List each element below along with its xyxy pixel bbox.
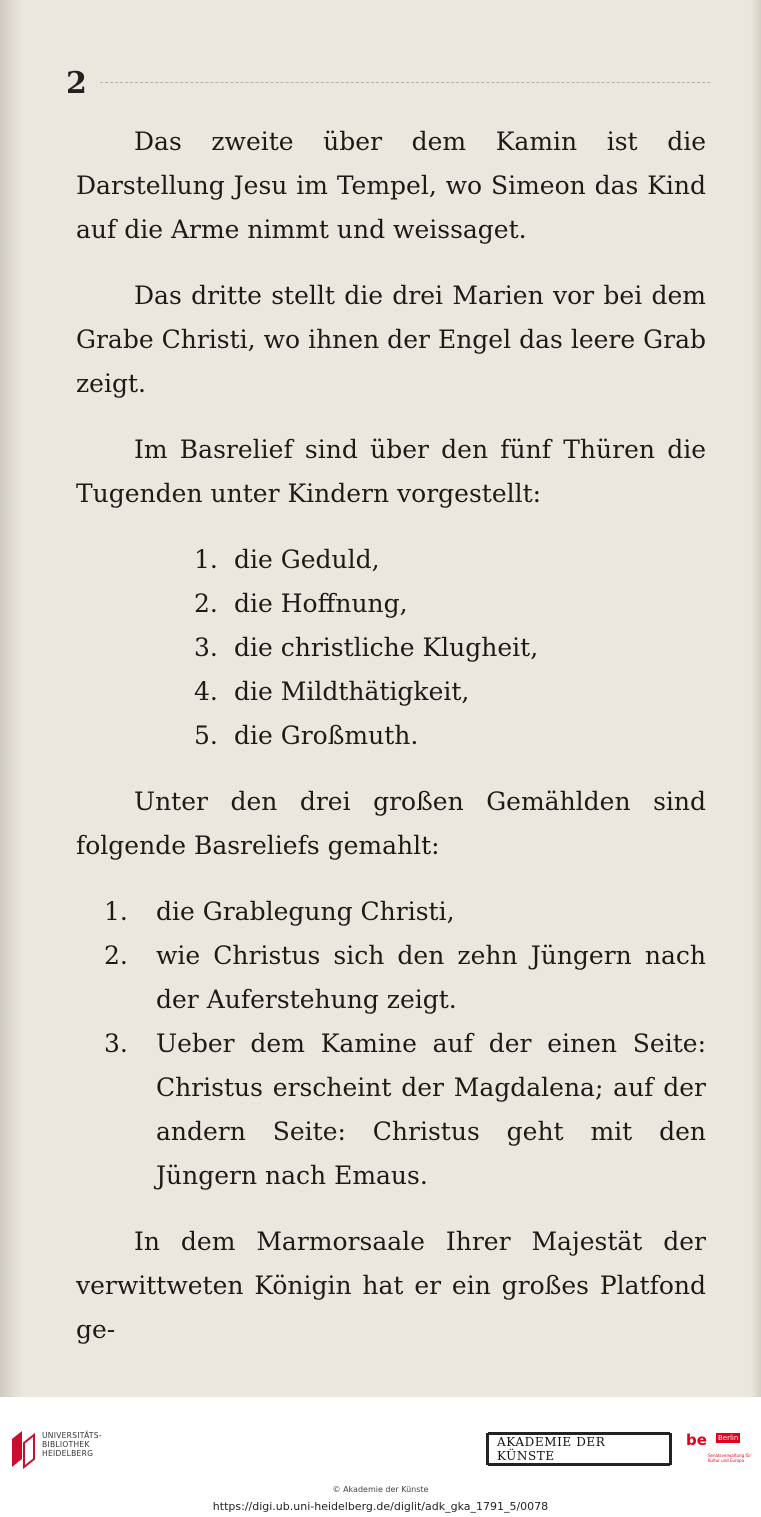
- list-item: [194, 626, 706, 670]
- list-item: [76, 934, 706, 1022]
- list-item-text: Ueber dem Kamine auf der einen Seite: Christus erscheint der Magdalena; auf der andern Seite: Christus geht mit den Jüngern nach Emaus.: [156, 1029, 706, 1190]
- berlin-department: Senatsverwaltung für Kultur und Europa: [708, 1453, 751, 1463]
- permalink-url[interactable]: https://digi.ub.uni-heidelberg.de/diglit/adk_gka_1791_5/0078: [212, 1500, 549, 1513]
- page-gutter-shadow: [0, 0, 24, 1397]
- berlin-logo[interactable]: [686, 1431, 752, 1471]
- list-item: [194, 670, 706, 714]
- list-item-number: 3.: [194, 633, 218, 662]
- list-item-number: 4.: [194, 677, 218, 706]
- list-item: [194, 538, 706, 582]
- university-library-logo-icon[interactable]: [10, 1429, 36, 1469]
- viewer-footer: [0, 1397, 761, 1517]
- list-item-number: 5.: [194, 721, 218, 750]
- paragraph-basrelief: Im Basrelief sind über den fünf Thüren die Tugenden unter Kindern vorgestellt:: [76, 435, 706, 508]
- list-item-text: die Geduld,: [234, 545, 380, 574]
- page-text: [76, 120, 706, 1374]
- list-item-number: 1.: [194, 545, 218, 574]
- page-edge-shadow: [751, 0, 761, 1397]
- list-item: [76, 1022, 706, 1198]
- page-number: 2: [66, 66, 87, 101]
- list-item-number: 1.: [104, 897, 128, 926]
- virtues-list: [76, 538, 706, 758]
- copyright-notice: © Akademie der Künste: [332, 1485, 429, 1494]
- paragraph-marmorsaal: In dem Marmorsaale Ihrer Majestät der verwittweten Königin hat er ein großes Platfond ge-: [76, 1227, 706, 1344]
- list-item-text: die Hoffnung,: [234, 589, 408, 618]
- academy-name: AKADEMIE DER KÜNSTE: [488, 1432, 670, 1466]
- academy-logo[interactable]: [486, 1433, 672, 1465]
- paragraph-gemaehlde: Unter den drei großen Gemählden sind folgende Basreliefs gemahlt:: [76, 787, 706, 860]
- header-rule: [100, 82, 710, 83]
- berlin-be-mark: be: [686, 1431, 707, 1449]
- list-item-text: die Großmuth.: [234, 721, 419, 750]
- list-item-text: die christliche Klugheit,: [234, 633, 539, 662]
- list-item-text: wie Christus sich den zehn Jüngern nach der Auferstehung zeigt.: [156, 941, 706, 1014]
- university-library-name[interactable]: UNIVERSITÄTS- BIBLIOTHEK HEIDELBERG: [42, 1431, 102, 1458]
- list-item: [194, 714, 706, 758]
- list-item-number: 2.: [194, 589, 218, 618]
- paragraph-kamin: Das zweite über dem Kamin ist die Darstellung Jesu im Tempel, wo Simeon das Kind auf die Arme nimmt und weissaget.: [76, 127, 706, 244]
- list-item-text: die Mildthätigkeit,: [234, 677, 470, 706]
- list-item: [76, 890, 706, 934]
- list-item-number: 2.: [104, 941, 128, 970]
- berlin-wordmark: Berlin: [718, 1434, 739, 1442]
- list-item-text: die Grablegung Christi,: [156, 897, 455, 926]
- list-item-number: 3.: [104, 1029, 128, 1058]
- paragraph-marien: Das dritte stellt die drei Marien vor bei dem Grabe Christi, wo ihnen der Engel das leere Grab zeigt.: [76, 281, 706, 398]
- list-item: [194, 582, 706, 626]
- basreliefs-list: [76, 890, 706, 1198]
